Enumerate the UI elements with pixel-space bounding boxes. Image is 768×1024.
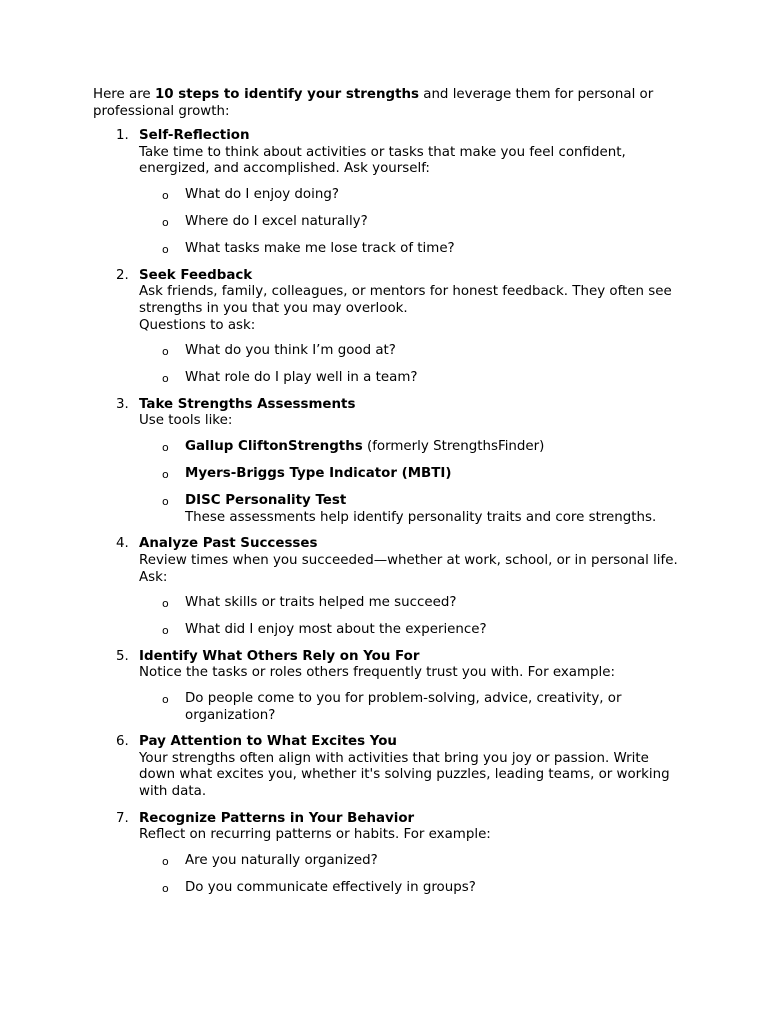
step-title: Take Strengths Assessments [139, 396, 356, 412]
bullet-bold-text: DISC Personality Test [185, 493, 347, 509]
step-title: Seek Feedback [139, 267, 253, 283]
bullet-circle-icon: o [162, 597, 169, 611]
bullet-text: Do you communicate effectively in groups? [185, 879, 476, 895]
step-title: Identify What Others Rely on You For [139, 648, 420, 664]
bullet-circle-icon: o [162, 495, 169, 509]
bullet-text: Where do I excel naturally? [185, 214, 368, 230]
bullet-bold-text: Gallup CliftonStrengths [185, 439, 363, 454]
step-description: Notice the tasks or roles others frequently trust you with. For example: [139, 665, 616, 681]
bullet-text: What did I enjoy most about the experience? [185, 622, 487, 638]
step-item [93, 268, 683, 387]
bullet-list [139, 187, 683, 258]
step-description: Ask friends, family, colleagues, or mentors for honest feedback. They often see strengths in you that you may overlook. [139, 284, 672, 316]
bullet-circle-icon: o [162, 468, 169, 482]
step-number: 1. [116, 128, 129, 144]
step-description: Review times when you succeeded—whether at work, school, or in personal life. Ask: [139, 552, 678, 585]
bullet-item [139, 370, 683, 387]
steps-list [93, 128, 683, 896]
bullet-item [139, 691, 683, 724]
bullet-circle-icon: o [162, 372, 169, 386]
bullet-note: These assessments help identify personality traits and core strengths. [185, 509, 657, 525]
step-number: 2. [116, 267, 129, 283]
bullet-circle-icon: o [162, 243, 169, 257]
bullet-item [139, 595, 683, 612]
bullet-list [139, 853, 683, 897]
bullet-item [139, 241, 683, 258]
intro-bold: 10 steps to identify your strengths [154, 87, 419, 102]
step-item [93, 734, 683, 800]
bullet-bold-text: Myers-Briggs Type Indicator (MBTI) [185, 466, 452, 482]
step-title: Pay Attention to What Excites You [139, 734, 397, 750]
bullet-item [139, 439, 683, 456]
step-title: Self-Reflection [139, 128, 250, 144]
bullet-item [139, 853, 683, 870]
bullet-item [139, 187, 683, 204]
document-page [93, 87, 683, 906]
step-item [93, 649, 683, 724]
bullet-circle-icon: o [162, 216, 169, 230]
step-description-extra: Questions to ask: [139, 317, 256, 333]
step-number: 4. [116, 536, 129, 552]
step-number: 5. [116, 648, 129, 664]
step-item [93, 397, 683, 527]
bullet-list [139, 343, 683, 387]
bullet-circle-icon: o [162, 624, 169, 638]
step-number: 7. [116, 810, 129, 826]
intro-suffix: and leverage them for personal or professional growth: [93, 87, 654, 119]
step-item [93, 536, 683, 638]
bullet-text: What skills or traits helped me succeed? [185, 595, 457, 611]
bullet-item [139, 343, 683, 360]
bullet-text: What role do I play well in a team? [185, 370, 418, 386]
step-number: 6. [116, 734, 129, 750]
step-title: Analyze Past Successes [139, 536, 318, 552]
bullet-list [139, 595, 683, 639]
step-number: 3. [116, 396, 129, 412]
bullet-circle-icon: o [162, 881, 169, 895]
step-item [93, 811, 683, 897]
bullet-text: What do I enjoy doing? [185, 186, 339, 202]
bullet-item [139, 622, 683, 639]
bullet-list [139, 439, 683, 526]
step-description: Reflect on recurring patterns or habits. For example: [139, 827, 491, 843]
step-description: Use tools like: [139, 413, 233, 429]
bullet-text: Are you naturally organized? [185, 852, 378, 868]
bullet-text: (formerly StrengthsFinder) [362, 439, 545, 454]
step-item [93, 128, 683, 258]
bullet-item [139, 493, 683, 526]
step-description: Your strengths often align with activities that bring you joy or passion. Write down what excites you, whether it's solving puzzles, leading teams, or working with data. [139, 750, 670, 799]
bullet-item [139, 880, 683, 897]
bullet-text: What tasks make me lose track of time? [185, 241, 455, 257]
bullet-text: Do people come to you for problem-solving, advice, creativity, or organization? [185, 691, 622, 723]
step-description: Take time to think about activities or tasks that make you feel confident, energized, and accomplished. Ask yourself: [139, 144, 626, 177]
bullet-circle-icon: o [162, 345, 169, 359]
step-title: Recognize Patterns in Your Behavior [139, 810, 415, 826]
bullet-circle-icon: o [162, 441, 169, 454]
bullet-text: What do you think I’m good at? [185, 343, 396, 359]
bullet-item [139, 214, 683, 231]
bullet-list [139, 691, 683, 724]
bullet-item [139, 466, 683, 483]
bullet-circle-icon: o [162, 188, 169, 202]
intro-prefix: Here are [93, 87, 155, 102]
bullet-circle-icon: o [162, 854, 169, 868]
bullet-circle-icon: o [162, 693, 169, 707]
intro-paragraph [93, 87, 683, 120]
